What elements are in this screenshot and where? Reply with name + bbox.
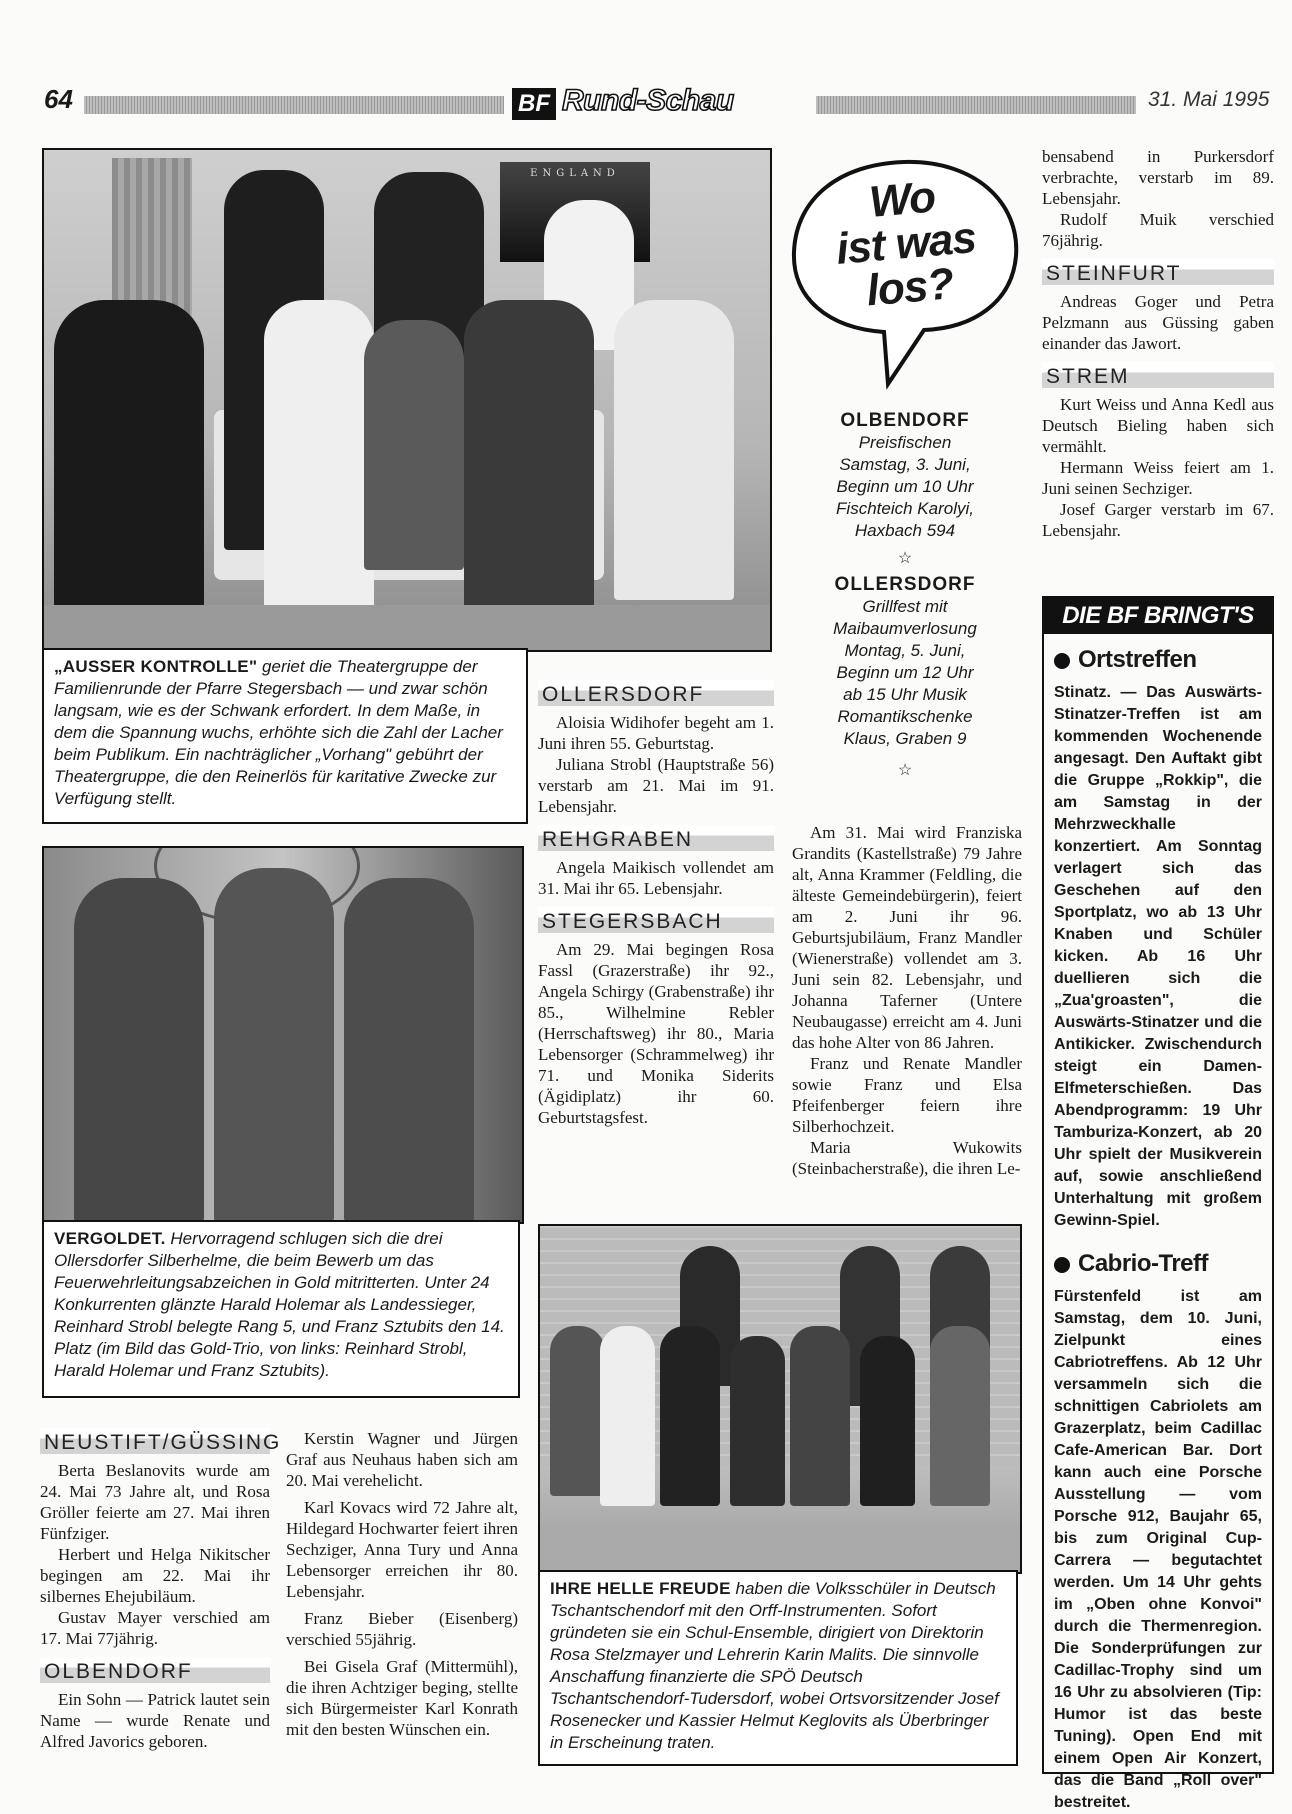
section-title: OLLERSDORF [538,680,774,706]
paragraph: Kurt Weiss und Anna Kedl aus Deutsch Bieling haben sich vermählt. [1042,395,1274,456]
paragraph: Bei Gisela Graf (Mittermühl), die ihren Achtziger beging, stellte sich Bürgermeister Karl Konrath mit den besten Wünschen ein. [286,1657,518,1739]
bf-box-title: DIE BF BRINGT'S [1044,598,1272,634]
child [660,1326,720,1506]
column-local-news-5 [1042,146,1274,541]
paragraph: Gustav Mayer verschied am 17. Mai 77jährig. [40,1608,270,1648]
event-line: Haxbach 594 [854,521,956,540]
paragraph: Karl Kovacs wird 72 Jahre alt, Hildegard Hochwarter feiert ihren Sechziger, Anna Tury und Anna Lebensorger erreichen ihr 80. Lebensjahr. [286,1498,518,1601]
paragraph: Hermann Weiss feiert am 1. Juni seinen Sechziger. [1042,458,1274,498]
star-separator: ☆ [897,550,913,567]
caption-text: geriet die Theatergruppe der Familienrunde der Pfarre Stegersbach — und zwar schön langsam, wie es der Schwank erfordert. In dem Maße, in dem die Spannung wuchs, erhöhte sich die Zahl der Lacher beim Publikum. Ein nachträglicher „Vorhang" gebührt der Theatergruppe, die den Reinerlös für karitative Zwecke zur Verfügung stellt. [54,657,503,808]
paragraph: Franz Bieber (Eisenberg) verschied 55jährig. [286,1609,518,1649]
paragraph: Andreas Goger und Petra Pelzmann aus Güssing gaben einander das Jawort. [1042,292,1274,353]
caption-lead: VERGOLDET. [54,1229,166,1248]
caption-text: haben die Volksschüler in Deutsch Tschantschendorf mit den Orff-Instrumenten. Sofort gründeten sie ein Schul-Ensemble, dirigiert von Direktorin Rosa Stelzmayer und Lehrerin Karin Malits. Die sinnvolle Anschaffung finanzierte die SPÖ Deutsch Tschantschendorf-Tudersdorf, wobei Ortsvorsitzender Josef Rosenecker und Kassier Helmut Keglovits als Überbringer in Erscheinung traten. [550,1579,999,1752]
section-title: NEUSTIFT/GÜSSING [40,1428,270,1454]
bubble-line: Wo [867,172,937,227]
paragraph: bensabend in Purkersdorf verbrachte, verstarb im 89. Lebensjahr. [1042,147,1274,208]
child [600,1326,655,1506]
bf-box-heading [1054,646,1262,674]
bf-box [1042,596,1274,1811]
photo-firefighters [42,846,524,1224]
event-listing [784,398,1026,786]
issue-date: 31. Mai 1995 [1148,88,1270,111]
caption-lead: „AUSSER KONTROLLE" [54,657,258,676]
photo-school-children [538,1224,1022,1574]
header-rule-right [816,96,1136,114]
paragraph: Josef Garger verstarb im 67. Lebensjahr. [1042,500,1274,540]
floor [44,605,770,650]
paragraph: Angela Maikisch vollendet am 31. Mai ihr 65. Lebensjahr. [538,858,774,898]
child [860,1336,915,1506]
paragraph: Juliana Strobl (Hauptstraße 56) verstarb am 21. Mai im 91. Lebensjahr. [538,755,774,816]
caption-lead: IHRE HELLE FREUDE [550,1579,731,1598]
caption-theater [42,648,528,824]
column-local-news-3 [286,1428,518,1740]
bubble-line: los? [864,259,955,316]
section-title: Rund-Schau [562,84,734,117]
section-title: STEGERSBACH [538,907,774,933]
child [550,1326,605,1496]
column-local-news-4 [792,822,1022,1179]
bf-box-text: Stinatz. — Das Auswärts-Stinatzer-Treffen ist am kommenden Wochenende angesagt. Den Auftakt gibt die Gruppe „Rokkip", die am Samstag in der Mehrzweckhalle konzertiert. Am Sonntag verlagert sich das Geschehen auf den Sportplatz, wo ab 13 Uhr Knaben und Schüler kicken. Ab 16 Uhr duellieren sich die „Zua'groasten", die Auswärts-Stinatzer und die Antikicker. Zwischendurch steigt ein Damen-Elfmeterschießen. Das Abendprogramm: 19 Uhr Tamburiza-Konzert, ab 20 Uhr spielt der Musikverein auf, sowie anschließend Unterhaltung mit großem Gewinn-Spiel. [1054,684,1262,1229]
star-separator: ☆ [897,762,913,779]
ground [540,1526,1020,1572]
event-line: Preisfischen [858,433,952,452]
section-title: STEINFURT [1042,259,1274,285]
bubble-line: ist was [834,213,978,274]
photo-theater-group [42,148,772,652]
heading-text: Ortstreffen [1078,646,1197,673]
paragraph: Kerstin Wagner und Jürgen Graf aus Neuhaus haben sich am 20. Mai verehelicht. [286,1429,518,1490]
bf-box-text: Fürstenfeld ist am Samstag, dem 10. Juni, Zielpunkt eines Cabriotreffens. Ab 12 Uhr versammeln sich die schnittigen Cabriolets am Grazerplatz, beim Cadillac Cafe-American Bar. Dort kann auch eine Porsche Ausstellung — vom Porsche 912, Baujahr 65, bis zum Original Cup-Carrera — begutachtet werden. Um 14 Uhr gehts im „Oben ohne Konvoi" durch die Thermenregion. Die Sonderprüfungen zur Cadillac-Trophy sind um 16 Uhr zu absolvieren (Tip: Humor ist das beste Tuning). Open End mit einem Open Air Konzert, das die Band „Roll over" bestreitet. [1054,1288,1262,1811]
bf-logo: BF [512,88,556,120]
paragraph: Rudolf Muik verschied 76jährig. [1042,210,1274,250]
person [614,300,734,600]
paragraph: Herbert und Helga Nikitscher begingen am 22. Mai ihr silbernes Ehejubiläum. [40,1545,270,1606]
column-local-news-2 [40,1420,282,1752]
section-title: OLBENDORF [40,1657,270,1683]
section-title: STREM [1042,362,1274,388]
person [364,320,464,570]
caption-firefighters [42,1220,520,1398]
event-line: Montag, 5. Juni, [844,641,966,660]
bullet-icon [1054,1257,1070,1273]
caption-text: Hervorragend schlugen sich die drei Ollersdorfer Silberhelme, die beim Bewerb um das Feuerwehrleitungsabzeichen in Gold mitritterten. Unter 24 Konkurrenten glänzte Harald Holemar als Landessieger, Reinhard Strobl belegte Rang 5, und Franz Sztubits den 14. Platz (im Bild das Gold-Trio, von links: Reinhard Strobl, Harald Holemar und Franz Sztubits). [54,1229,505,1380]
paragraph: Franz und Renate Mandler sowie Franz und Elsa Pfeifenberger feiern ihre Silberhochzeit. [792,1054,1022,1136]
event-line: Klaus, Graben 9 [843,729,967,748]
child [730,1336,785,1506]
paragraph: Maria Wukowits (Steinbacherstraße), die ihren Le- [792,1138,1022,1178]
paragraph: Berta Beslanovits wurde am 24. Mai 73 Jahre alt, und Rosa Gröller feierte am 27. Mai ihren Fünfziger. [40,1461,270,1543]
event-line: Beginn um 12 Uhr [836,663,974,682]
person [54,300,204,630]
caption-school [538,1570,1018,1766]
event-line: Beginn um 10 Uhr [836,477,974,496]
event-city: OLBENDORF [840,410,970,431]
bubble-text [803,170,1010,319]
section-title: REHGRABEN [538,825,774,851]
event-line: Maibaumverlosung [833,619,977,638]
page-number: 64 [44,84,73,114]
paragraph: Ein Sohn — Patrick lautet sein Name — wurde Renate und Alfred Javorics geboren. [40,1690,270,1751]
person [74,878,204,1222]
bf-box-heading [1054,1250,1262,1278]
event-line: Samstag, 3. Juni, [839,455,971,474]
event-line: Grillfest mit [862,597,948,616]
child [930,1326,990,1506]
event-line: Fischteich Karolyi, [836,499,974,518]
heading-text: Cabrio-Treff [1078,1250,1209,1277]
person [264,300,374,620]
header-rule-left [84,96,504,114]
person [344,878,474,1222]
person [464,300,594,620]
event-city: OLLERSDORF [834,574,976,595]
column-local-news-1 [538,672,774,1128]
paragraph: Am 31. Mai wird Franziska Grandits (Kastellstraße) 79 Jahre alt, Anna Krammer (Feldling, die älteste Gemeindebürgerin), feiert am 2. Juni ihr 96. Geburtsjubiläum, Franz Mandler (Wienerstraße) vollendet am 3. Juni sein 82. Lebensjahr, und Johanna Taferner (Untere Neubaugasse) erreicht am 4. Juni das hohe Alter von 86 Jahren. [792,823,1022,1052]
paragraph: Am 29. Mai begingen Rosa Fassl (Grazerstraße) ihr 92., Angela Schirgy (Grabenstraße) ihr 85., Wilhelmine Rebler (Herrschaftsweg) ihr 80., Maria Lebensorger (Schrammelweg) ihr 71. und Monika Siderits (Ägidiplatz) ihr 60. Geburtstagsfest. [538,940,774,1127]
event-line: ab 15 Uhr Musik [843,685,967,704]
poster-label: ENGLAND [530,168,620,179]
person [214,868,334,1222]
bullet-icon [1054,653,1070,669]
event-line: Romantikschenke [837,707,973,726]
paragraph: Aloisia Widihofer begeht am 1. Juni ihren 55. Geburtstag. [538,713,774,753]
child [790,1326,850,1506]
